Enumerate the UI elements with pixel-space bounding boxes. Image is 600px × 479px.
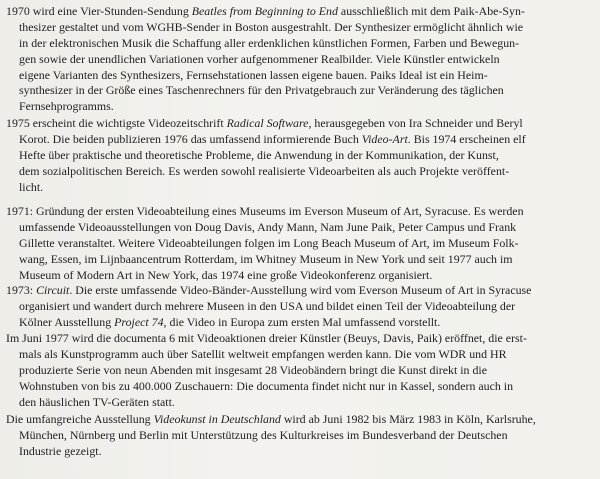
text-line xyxy=(6,83,600,99)
entry-1971 xyxy=(6,204,600,283)
text-line xyxy=(6,252,600,268)
text-segment: in der elektronischen Musik die Schaffung aller erdenklichen künstlichen Formen, Farben und Bewegun- xyxy=(19,35,520,50)
text-line xyxy=(6,36,600,52)
text-line xyxy=(6,331,600,347)
italic-title: Circuit xyxy=(36,283,70,297)
text-segment: Im Juni 1977 wird die documenta 6 mit Videoaktionen dreier Künstler (Beuys, Davis, Paik) eröffnet, die erst- xyxy=(6,331,527,345)
text-line xyxy=(6,444,600,460)
text-line xyxy=(6,204,600,220)
text-segment: mals als Kunstprogramm auch über Satellit weltweit empfangen werden kann. Die vom WDR und HR xyxy=(19,346,507,361)
text-line xyxy=(6,99,600,115)
text-line xyxy=(6,220,600,236)
text-line xyxy=(6,236,600,252)
text-segment: den häuslichen TV-Geräten statt. xyxy=(19,394,175,409)
text-line xyxy=(6,315,600,331)
text-segment: umfassende Videoausstellungen von Doug Davis, Andy Mann, Nam June Paik, Peter Campus und Frank xyxy=(19,219,517,234)
text-segment: gen sowie der unendlichen Variationen vorher aufgenommener Realbilder. Viele Künstler entwickeln xyxy=(19,51,500,66)
text-line xyxy=(6,428,600,444)
text-segment: synthesizer in der Größe eines Taschenrechners für den Privatgebrauch zur Veränderung des täglichen xyxy=(19,83,504,98)
text-segment: wang, Essen, im Lijnbaancentrum Rotterdam, im Whitney Museum in New York und seit 1977 auch im xyxy=(19,251,513,266)
text-segment: Die umfangreiche Ausstellung xyxy=(6,412,154,426)
text-segment: Gillette veranstaltet. Weitere Videoabteilungen folgen im Long Beach Museum of Art, im Museum Folk- xyxy=(19,235,519,250)
text-line xyxy=(6,412,600,428)
text-segment: 1971: Gründung der ersten Videoabteilung eines Museums im Everson Museum of Art, Syracuse. Es werden xyxy=(6,204,524,218)
italic-title: Beatles from Beginning to End xyxy=(191,4,338,18)
text-segment: dem sozialpolitischen Bereich. Es werden sowohl realisierte Videoarbeiten als auch Projekte veröffent- xyxy=(19,163,510,178)
entry-documenta-1977 xyxy=(6,331,600,410)
text-line xyxy=(6,20,600,36)
text-segment: wird ab Juni 1982 bis März 1983 in Köln, Karlsruhe, xyxy=(280,412,536,426)
text-segment: produzierte Serie von neun Abenden mit insgesamt 28 Videobändern bringt die Kunst direkt in die xyxy=(19,362,487,377)
italic-title: Project 74 xyxy=(114,314,164,329)
text-segment: Museum of Modern Art in New York, das 1974 eine große Videokonferenz organisiert. xyxy=(19,267,433,282)
text-segment: Korot. Die beiden publizieren 1976 das umfassend informierende Buch xyxy=(19,131,362,146)
text-segment: organisiert und wandert durch mehrere Museen in den USA und bildet einen Teil der Videoabteilung der xyxy=(19,298,516,313)
italic-title: Videokunst in Deutschland xyxy=(153,412,281,426)
text-segment: 1973: xyxy=(6,283,37,297)
text-line xyxy=(6,116,600,132)
text-segment: 1975 erscheint die wichtigste Videozeitschrift xyxy=(6,116,227,130)
entry-videokunst-1982 xyxy=(6,412,600,460)
text-segment: 1970 wird eine Vier-Stunden-Sendung xyxy=(6,4,192,18)
text-line xyxy=(6,68,600,84)
text-line xyxy=(6,148,600,164)
text-segment: . Die erste umfassende Video-Bänder-Ausstellung wird vom Everson Museum of Art in Syracuse xyxy=(69,283,532,297)
text-segment: thesizer gestaltet und vom WGHB-Sender in Boston ausgestrahlt. Der Synthesizer ermöglicht ähnlich wie xyxy=(19,19,524,34)
text-segment: Kölner Ausstellung xyxy=(19,314,115,329)
text-segment: Fernsehprogramms. xyxy=(19,99,114,114)
entry-1973 xyxy=(6,283,600,331)
text-segment: Wohnstuben von bis zu 400.000 Zuschauern: Die documenta findet nicht nur in Kassel, sondern auch in xyxy=(19,378,514,393)
text-segment: . Bis 1974 erscheinen elf xyxy=(407,131,526,146)
text-segment: München, Nürnberg und Berlin mit Unterstützung des Kulturkreises im Bundesverband der Deutschen xyxy=(19,427,508,442)
text-line xyxy=(6,4,600,20)
text-line xyxy=(6,52,600,68)
italic-title: Radical Software xyxy=(226,116,309,130)
text-line xyxy=(6,395,600,411)
entry-1970 xyxy=(6,4,600,115)
text-line xyxy=(6,268,600,284)
entry-1975 xyxy=(6,116,600,195)
text-line xyxy=(6,132,600,148)
text-line xyxy=(6,363,600,379)
text-segment: Hefte über praktische und theoretische Probleme, die Anwendung in der Kommunikation, der Kunst, xyxy=(19,147,499,162)
text-segment: Industrie gezeigt. xyxy=(19,443,102,458)
text-segment: eigene Varianten des Synthesizers, Fernsehstationen lassen eigene bauen. Paiks Ideal ist ein Heim- xyxy=(19,67,488,82)
text-line xyxy=(6,299,600,315)
text-line xyxy=(6,180,600,196)
text-segment: licht. xyxy=(19,179,44,194)
text-line xyxy=(6,379,600,395)
italic-title: Video-Art xyxy=(361,131,408,146)
text-line xyxy=(6,164,600,180)
text-line xyxy=(6,283,600,299)
text-segment: , die Video in Europa zum ersten Mal umfassend vorstellt. xyxy=(163,314,441,329)
text-segment: ausschließlich mit dem Paik-Abe-Syn- xyxy=(337,4,525,18)
text-segment: , herausgegeben von Ira Schneider und Beryl xyxy=(308,116,523,130)
text-line xyxy=(6,347,600,363)
